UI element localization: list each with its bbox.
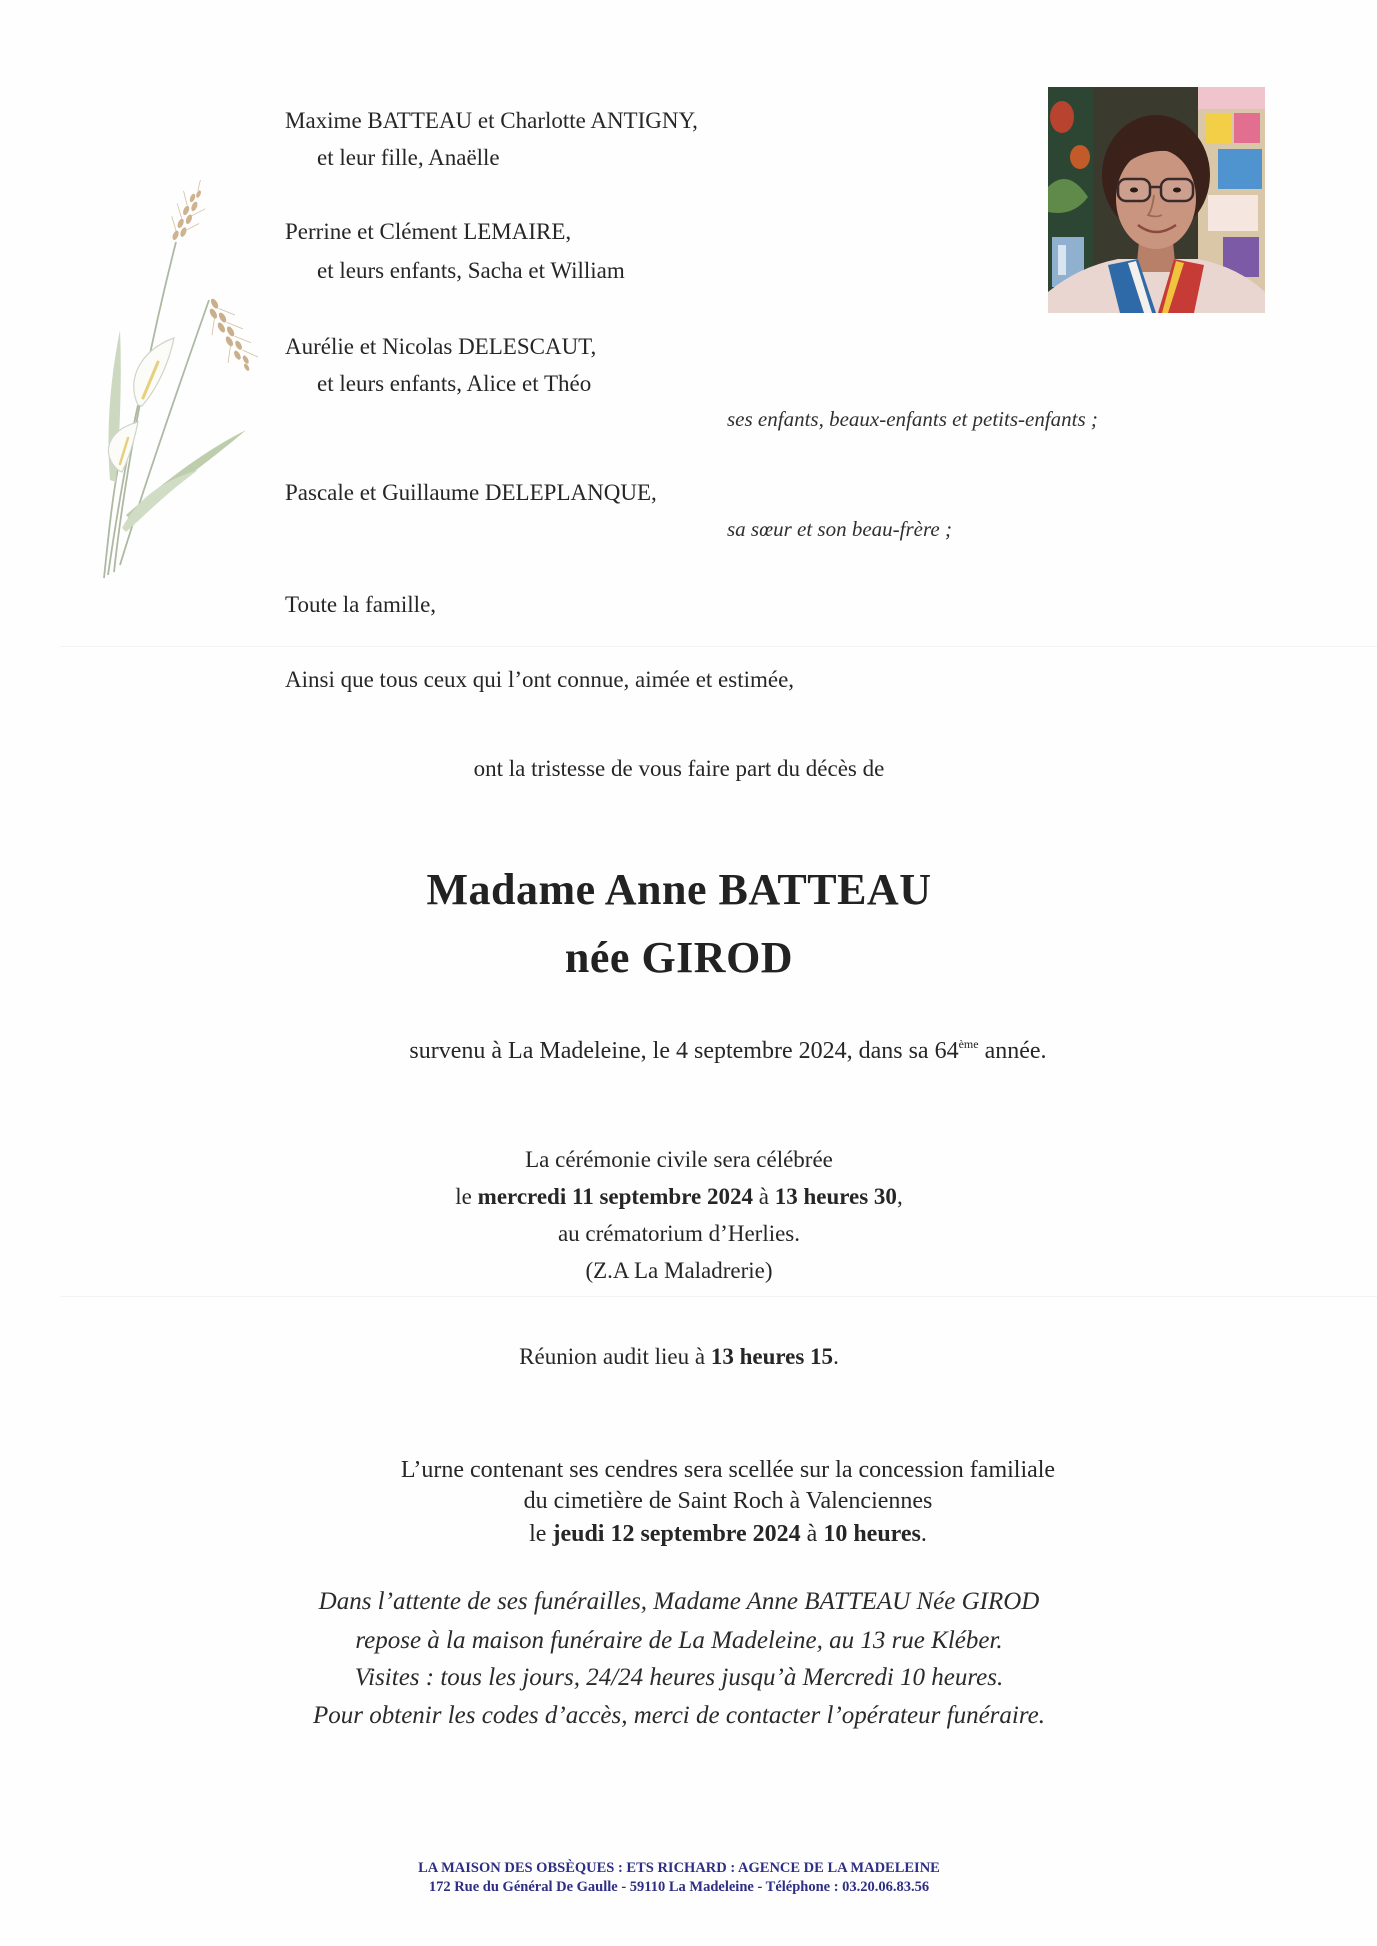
- announcement: ont la tristesse de vous faire part du décès de: [473, 756, 885, 781]
- text-segment: à: [752, 1184, 775, 1209]
- children-relation: ses enfants, beaux-enfants et petits-enfants ;: [727, 407, 1098, 431]
- whole-family: Toute la famille,: [285, 592, 437, 617]
- text-segment: .: [833, 1344, 839, 1369]
- deceased-birth-name: née GIROD: [564, 933, 794, 982]
- family-children: et leurs enfants, Sacha et William: [317, 258, 625, 283]
- family-couple: Aurélie et Nicolas DELESCAUT,: [285, 334, 597, 359]
- death-line: [228, 1036, 1228, 1066]
- scan-line: [60, 646, 1377, 647]
- ceremony-intro: La cérémonie civile sera célébrée: [525, 1147, 833, 1172]
- death-line-end: année.: [978, 1038, 1047, 1064]
- text-segment: ,: [896, 1184, 903, 1209]
- ceremony-time: 13 heures 30: [774, 1184, 897, 1209]
- portrait-photo: [1048, 87, 1265, 313]
- notice-line: repose à la maison funéraire de La Madeleine, au 13 rue Kléber.: [355, 1627, 1003, 1654]
- scan-line: [60, 1296, 1377, 1297]
- urn-line: du cimetière de Saint Roch à Valenciennes: [523, 1488, 933, 1514]
- text-segment: à: [800, 1521, 824, 1547]
- urn-date-line: [228, 1519, 1228, 1549]
- notice-line: Visites : tous les jours, 24/24 heures jusqu’à Mercredi 10 heures.: [354, 1664, 1004, 1691]
- meeting-line: [179, 1342, 1179, 1372]
- footer-address: 172 Rue du Général De Gaulle - 59110 La Madeleine - Téléphone : 03.20.06.83.56: [428, 1879, 930, 1895]
- family-couple: Perrine et Clément LEMAIRE,: [285, 219, 572, 244]
- ceremony-place-detail: (Z.A La Maladrerie): [585, 1258, 773, 1283]
- footer-agency: LA MAISON DES OBSÈQUES : ETS RICHARD : AGENCE DE LA MADELEINE: [418, 1860, 940, 1876]
- family-couple: Maxime BATTEAU et Charlotte ANTIGNY,: [285, 108, 698, 133]
- deceased-name: Madame Anne BATTEAU: [426, 865, 932, 914]
- text-segment: .: [920, 1521, 927, 1547]
- sibling-couple: Pascale et Guillaume DELEPLANQUE,: [285, 480, 657, 505]
- death-line-text: survenu à La Madeleine, le 4 septembre 2024, dans sa 64: [409, 1038, 959, 1064]
- ceremony-date-line: [179, 1182, 1179, 1212]
- family-children: et leurs enfants, Alice et Théo: [317, 371, 592, 396]
- ceremony-date: mercredi 11 septembre 2024: [477, 1184, 753, 1209]
- lily-wheat-illustration: [96, 180, 266, 580]
- urn-line: L’urne contenant ses cendres sera scellée sur la concession familiale: [400, 1457, 1056, 1483]
- notice-line: Dans l’attente de ses funérailles, Madame Anne BATTEAU Née GIROD: [318, 1588, 1040, 1615]
- others-line: Ainsi que tous ceux qui l’ont connue, aimée et estimée,: [285, 667, 795, 692]
- urn-date: jeudi 12 septembre 2024: [552, 1521, 801, 1547]
- family-children: et leur fille, Anaëlle: [317, 145, 500, 170]
- ordinal-suffix: ème: [958, 1037, 979, 1051]
- text-segment: le: [455, 1184, 478, 1209]
- ceremony-place: au crématorium d’Herlies.: [557, 1221, 801, 1246]
- notice-line: Pour obtenir les codes d’accès, merci de contacter l’opérateur funéraire.: [313, 1702, 1045, 1729]
- urn-time: 10 heures: [823, 1521, 921, 1547]
- meeting-time: 13 heures 15: [710, 1344, 834, 1369]
- sibling-relation: sa sœur et son beau-frère ;: [727, 517, 952, 541]
- text-segment: le: [529, 1521, 553, 1547]
- text-segment: Réunion audit lieu à: [519, 1344, 711, 1369]
